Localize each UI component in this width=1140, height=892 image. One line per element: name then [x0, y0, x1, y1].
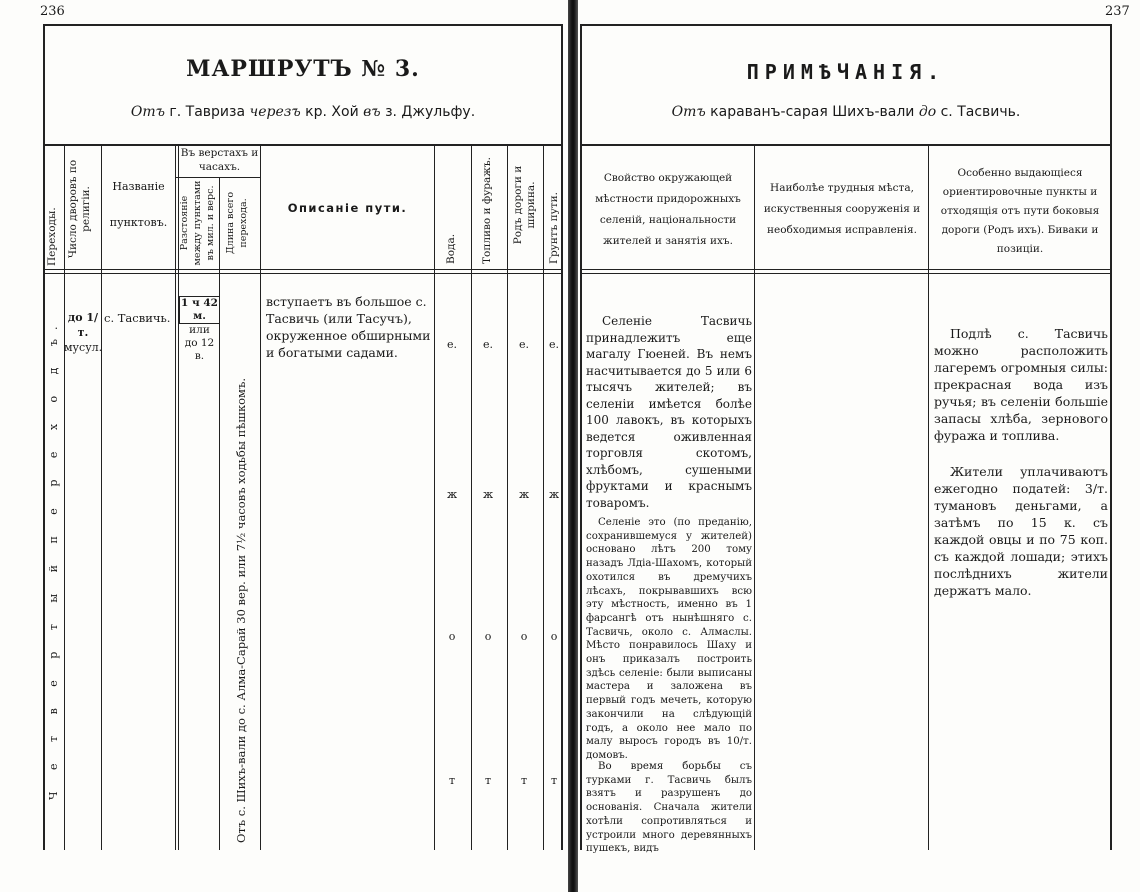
note-surroundings-history: Селеніе это (по преданію, сохранившемуся у жителей) основано лѣтъ 200 тому назадъ Лдіа-Шахомъ, который охотился въ дремучихъ лѣсахъ, покрывавшихъ всю эту мѣстность, именно въ 1 фарсангѣ отъ нынѣшняго с. Тасвичь, около с. Алмаслы. Мѣсто понравилось Шаху и онъ приказалъ построить здѣсь селеніе: были выписаны мастера и заложена въ первый годъ мечеть, которую закончили на слѣдующій годъ, а около нее мало по малу выросъ городъ въ 10/т. домовъ. — [586, 517, 752, 761]
note-landmarks-camp: Подлѣ с. Тасвичь можно расположить лагеремъ огромныя силы: прекрасная вода изъ ручья; въ селеніи большіе запасы хлѣба, зернового фуража и топлива. — [934, 326, 1108, 443]
frame-right-right — [1110, 24, 1112, 850]
fuel-letter-e: е. — [482, 338, 493, 351]
point-name: с. Тасвичь. — [104, 311, 171, 325]
page-number-right: 237 — [1105, 4, 1130, 19]
header-versts-group: Въ верстахъ и часахъ. — [180, 147, 259, 173]
frame-top-right — [580, 24, 1112, 26]
note-surroundings-main: Селеніе Тасвичь принадлежитъ еще магалу Гюеней. Въ немъ насчитывается до 5 или 6 тысячъ жителей; въ селеніи имѣется болѣе 100 лавокъ, въ которыхъ ведется оживленная торговля скотомъ, хлѣбомъ, сушеными фруктами и краснымъ товаромъ. — [586, 314, 752, 510]
road-letter-o: о — [520, 630, 528, 643]
header-point-name: Названіе пунктовъ. — [109, 180, 168, 229]
notes-subtitle: Отъ караванъ-сарая Шихъ-вали до с. Тасвичь. — [671, 104, 1021, 120]
households-value: до 1/т. мусул. — [64, 311, 103, 354]
header-landmarks: Особенно выдающіеся ориентировочные пункты и отходящія отъ пути боковыя дороги (Родъ ихъ). Биваки и позиціи. — [940, 167, 1100, 255]
header-households: Число дворовъ по религіи. — [67, 159, 92, 259]
header-length: Длина всего перехода. — [225, 191, 249, 255]
ground-letter-zh: ж — [548, 488, 560, 501]
header-fuel: Топливо и фуражъ. — [481, 157, 493, 264]
notes-col-sep-2 — [928, 144, 929, 850]
book-gutter — [568, 0, 578, 892]
col-sep-9 — [543, 144, 544, 850]
versts-group-rule — [176, 177, 260, 178]
road-letter-zh: ж — [518, 488, 530, 501]
distance-value: 1 ч 42 м. или до 12 в. — [179, 296, 220, 363]
note-surroundings-war: Во время борьбы съ турками г. Тасвичь былъ взятъ и разрушенъ до основанія. Сначала жители хотѣли сопротивляться и устроили много деревянныхъ пушекъ, видъ — [586, 761, 752, 855]
header-bottom-rule — [43, 269, 563, 270]
road-letter-t: т — [520, 774, 528, 787]
col-sep-5 — [260, 144, 261, 850]
page-number-left: 236 — [40, 4, 65, 19]
water-letter-e: е. — [446, 338, 457, 351]
frame-right — [561, 24, 563, 850]
route-subtitle: Отъ г. Тавриза черезъ кр. Хой въ з. Джульфу. — [130, 104, 476, 120]
notes-col-sep-1 — [754, 144, 755, 850]
col-sep-7 — [471, 144, 472, 850]
left-page — [0, 0, 568, 892]
header-top-rule — [43, 144, 563, 146]
notes-header-bottom-rule — [580, 269, 1112, 270]
header-road: Родъ дороги и ширина. — [512, 165, 537, 245]
header-bottom-rule-2 — [43, 273, 563, 274]
header-water: Вода. — [445, 233, 457, 264]
water-letter-o: о — [448, 630, 456, 643]
header-difficult: Наиболѣе трудныя мѣста, искуственныя сооруженія и необходимыя исправленія. — [763, 182, 921, 236]
col-sep-8 — [507, 144, 508, 850]
header-surroundings: Свойство окружающей мѣстности придорожныхъ селеній, національности жителей и занятія ихъ. — [595, 172, 741, 247]
fuel-letter-o: о — [484, 630, 492, 643]
col-sep-4 — [219, 177, 220, 850]
ground-letter-t: т — [550, 774, 558, 787]
frame-top — [43, 24, 563, 26]
col-sep-3 — [175, 144, 176, 850]
route-title: МАРШРУТЪ № 3. — [186, 56, 420, 82]
fuel-letter-t: т — [484, 774, 492, 787]
header-description: Описаніе пути. — [287, 201, 408, 215]
header-crossings: Переходы. — [46, 207, 58, 266]
header-ground: Грунтъ пути. — [548, 192, 560, 264]
ground-letter-o: о — [550, 630, 558, 643]
crossing-vertical-label: Ч е т в е р т ы й п е р е х о д ъ. — [47, 317, 60, 800]
fuel-letter-zh: ж — [482, 488, 494, 501]
note-landmarks-taxes: Жители уплачиваютъ ежегодно податей: 3/т. тумановъ деньгами, а затѣмъ по 15 к. съ каждой овцы и по 75 коп. съ каждой лошади; этихъ послѣднихъ жители держатъ мало. — [934, 464, 1108, 598]
notes-header-bottom-rule-2 — [580, 273, 1112, 274]
right-page — [578, 0, 1140, 892]
length-vertical-text: Отъ с. Шихъ-вали до с. Алма-Сарай 30 вер. или 7½ часовъ ходьбы пѣшкомъ. — [234, 378, 248, 843]
route-description: вступаетъ въ большое с. Тасвичь (или Тасучъ), окруженное обширными и богатыми садами. — [266, 294, 431, 360]
frame-left-right — [580, 24, 582, 850]
frame-left — [43, 24, 45, 850]
col-sep-1 — [64, 144, 65, 850]
notes-title: ПРИМѢЧАНІЯ. — [746, 60, 946, 84]
road-letter-e: е. — [518, 338, 529, 351]
ground-letter-e: е. — [548, 338, 559, 351]
col-sep-2 — [101, 144, 102, 850]
water-letter-zh: ж — [446, 488, 458, 501]
notes-header-top-rule — [580, 144, 1112, 146]
header-distance: Разстояніе между пунктами въ мил. и верс. — [179, 180, 216, 266]
water-letter-t: т — [448, 774, 456, 787]
col-sep-6 — [434, 144, 435, 850]
